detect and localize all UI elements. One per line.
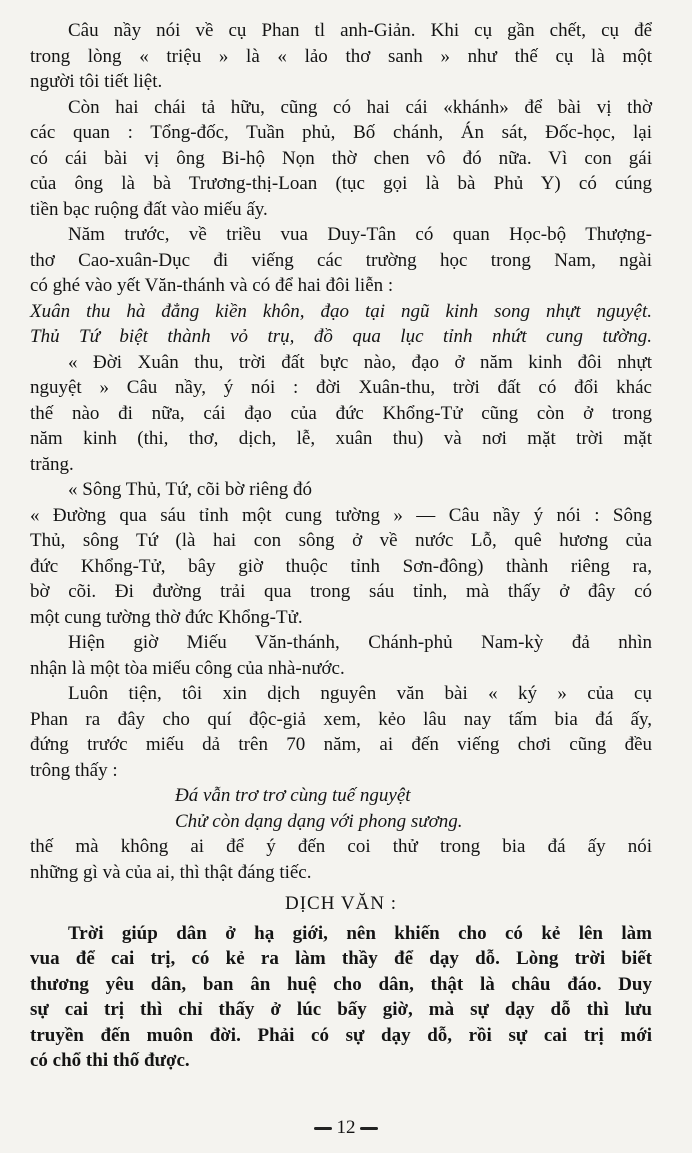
paragraph-two-wings [30,95,652,223]
verse-line: Đá vẫn trơ trơ cùng tuế nguyệt [175,785,411,806]
text-line: các quan : Tổng-đốc, Tuần phủ, Bố chánh, Án sát, Đốc-học, lại [30,122,652,143]
right-ornament [360,1127,378,1130]
paragraph-regret [30,834,652,885]
couplet-line: Thủ Tứ biệt thành vỏ trụ, đồ qua lục tỉnh nhứt cung tường. [30,326,652,347]
text-line: bờ cõi. Đi đường trải qua trong sáu tỉnh, mà thấy ở đây có [30,581,652,602]
text-line: đức Khổng-Tử, bây giờ thuộc tỉnh Sơn-đông) thành riêng ra, [30,555,652,577]
paragraph-phan-thanh-gian [30,18,652,95]
text-line: « Đường qua sáu tỉnh một cung tường » — Câu nầy ý nói : Sông [30,504,652,526]
text-line: Câu nầy nói về cụ Phan tl anh-Giản. Khi cụ gần chết, cụ để [68,20,652,41]
paragraph-couplet-meaning-1 [30,350,652,478]
text-line: thơ Cao-xuân-Dục đi viếng các trường học trong Nam, ngài [30,249,652,271]
paragraph-translation [30,921,652,1074]
left-ornament [314,1127,332,1130]
paragraph-temple-status [30,630,652,681]
paragraph-duy-tan-visit [30,222,652,299]
text-line: trăng. [30,453,74,475]
paragraph-couplet-meaning-2 [30,477,652,630]
text-line: Luôn tiện, tôi xin dịch nguyên văn bài « ký » của cụ [68,683,652,704]
text-line: nguyệt » Câu nầy, ý nói : đời Xuân-thu, trời đất có đổi khác [30,377,652,398]
text-line: trông thấy : [30,759,118,781]
text-line: tiền bạc ruộng đất vào miếu ấy. [30,198,268,220]
text-line: Hiện giờ Miếu Văn-thánh, Chánh-phủ Nam-kỳ đả nhìn [68,632,652,653]
page-number: 12 [336,1117,356,1138]
text-line: của ông là bà Trương-thị-Loan (tục gọi là bà Phủ Y) có cúng [30,173,652,194]
couplet [30,299,652,350]
verse-line: Chử còn dạng dạng với phong sương. [175,810,463,832]
text-line: sự cai trị thì chỉ thấy ở lúc bấy giờ, mà sự dạy dỗ thì lưu [30,999,652,1020]
text-line: Trời giúp dân ở hạ giới, nên khiến cho có kẻ lên làm [68,922,652,944]
text-line: vua để cai trị, có kẻ ra làm thầy để dạy dỗ. Lòng trời biết [30,948,652,969]
text-line: « Sông Thủ, Tứ, cõi bờ riêng đó [68,479,312,500]
text-line: Còn hai chái tả hữu, cũng có hai cái «khánh» để bài vị thờ [68,96,652,118]
text-line: Phan ra đây cho quí độc-giả xem, kẻo lâu nay tấm bia đá ấy, [30,708,652,730]
section-title: DỊCH VĂN : [284,893,398,914]
text-line: những gì và của ai, thì thật đáng tiếc. [30,861,312,883]
text-line: thế nào đi nữa, cái đạo của đức Khổng-Tử cũng còn ở trong [30,402,652,424]
page-footer [0,1117,692,1139]
text-line: năm kinh (thi, thơ, dịch, lễ, xuân thu) và nơi mặt trời mặt [30,428,652,449]
text-line: trong lòng « triệu » là « lảo thơ sanh » như thế cụ là một [30,45,652,67]
text-line: thương yêu dân, ban ân huệ cho dân, thật là châu đáo. Duy [30,973,652,995]
text-line: có chổ thi thố được. [30,1050,190,1071]
text-line: Năm trước, về triều vua Duy-Tân có quan Học-bộ Thượng- [68,224,652,245]
text-line: nhận là một tòa miếu công của nhà-nước. [30,657,345,679]
text-line: truyền đến muôn đời. Phải có sự dạy dỗ, rồi sự cai trị mới [30,1024,652,1046]
text-line: người tôi tiết liệt. [30,71,163,92]
text-line: đứng trước miếu dả trên 70 năm, ai đến viếng chơi cũng đều [30,734,652,755]
verse [30,783,652,834]
text-line: có ghé vào yết Văn-thánh và có để hai đôi liễn : [30,275,394,296]
paragraph-translation-intro [30,681,652,783]
text-line: « Đời Xuân thu, trời đất bực nào, đạo ở năm kinh đôi nhựt [68,351,652,373]
couplet-line: Xuân thu hà đẳng kiền khôn, đạo tại ngũ kinh song nhựt nguyệt. [30,300,652,322]
text-line: thế mà không ai để ý đến coi thử trong bia đá ấy nói [30,836,652,857]
text-line: có cái bài vị ông Bi-hộ Nọn thờ chen vô đó nữa. Vì con gái [30,147,652,169]
text-line: Thủ, sông Tứ (là hai con sông ở về nước Lỗ, quê hương của [30,530,652,551]
text-line: một cung tường thờ đức Khổng-Tử. [30,606,303,628]
